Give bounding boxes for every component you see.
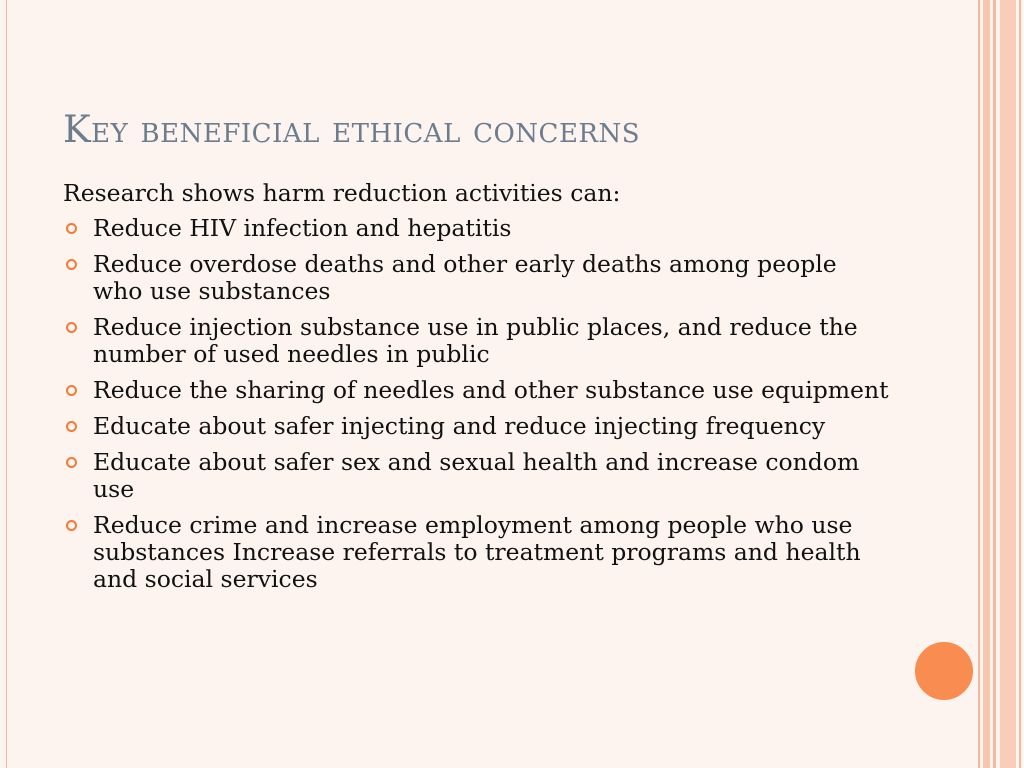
decorative-circle: [913, 640, 975, 702]
bullet-text: Educate about safer sex and sexual health and increase condom use: [93, 448, 860, 503]
bullet-item: [63, 377, 893, 404]
bullet-text: Reduce HIV infection and hepatitis: [93, 214, 512, 242]
bullet-item: [63, 314, 893, 368]
bullet-item: [63, 251, 893, 305]
circle-bullet-icon: [66, 223, 77, 234]
bullet-text: Reduce injection substance use in public places, and reduce the number of used needles in public: [93, 313, 858, 368]
circle-bullet-icon: [66, 457, 77, 468]
bullet-item: [63, 512, 893, 593]
bullet-text: Reduce the sharing of needles and other substance use equipment: [93, 376, 889, 404]
bullet-item: [63, 215, 893, 242]
bullet-text: Educate about safer injecting and reduce injecting frequency: [93, 412, 826, 440]
circle-bullet-icon: [66, 259, 77, 270]
bullet-item: [63, 449, 893, 503]
bullet-item: [63, 413, 893, 440]
right-decor-stripe: [983, 0, 990, 768]
bullet-text: Reduce crime and increase employment among people who use substances Increase referrals to treatment programs and health and social services: [93, 511, 861, 593]
right-decor-stripe: [978, 0, 980, 768]
circle-bullet-icon: [66, 322, 77, 333]
slide-title: Key beneficial ethical concerns: [63, 108, 641, 151]
circle-bullet-icon: [66, 421, 77, 432]
bullet-list: [63, 215, 893, 593]
slide-body: [63, 180, 893, 602]
intro-text: Research shows harm reduction activities can:: [63, 179, 621, 207]
circle-bullet-icon: [66, 520, 77, 531]
right-decor-stripe: [1000, 0, 1016, 768]
bullet-text: Reduce overdose deaths and other early deaths among people who use substances: [93, 250, 837, 305]
right-decor-stripe: [993, 0, 996, 768]
circle-bullet-icon: [66, 385, 77, 396]
left-border-line: [6, 0, 7, 768]
right-decor-stripe: [1019, 0, 1021, 768]
